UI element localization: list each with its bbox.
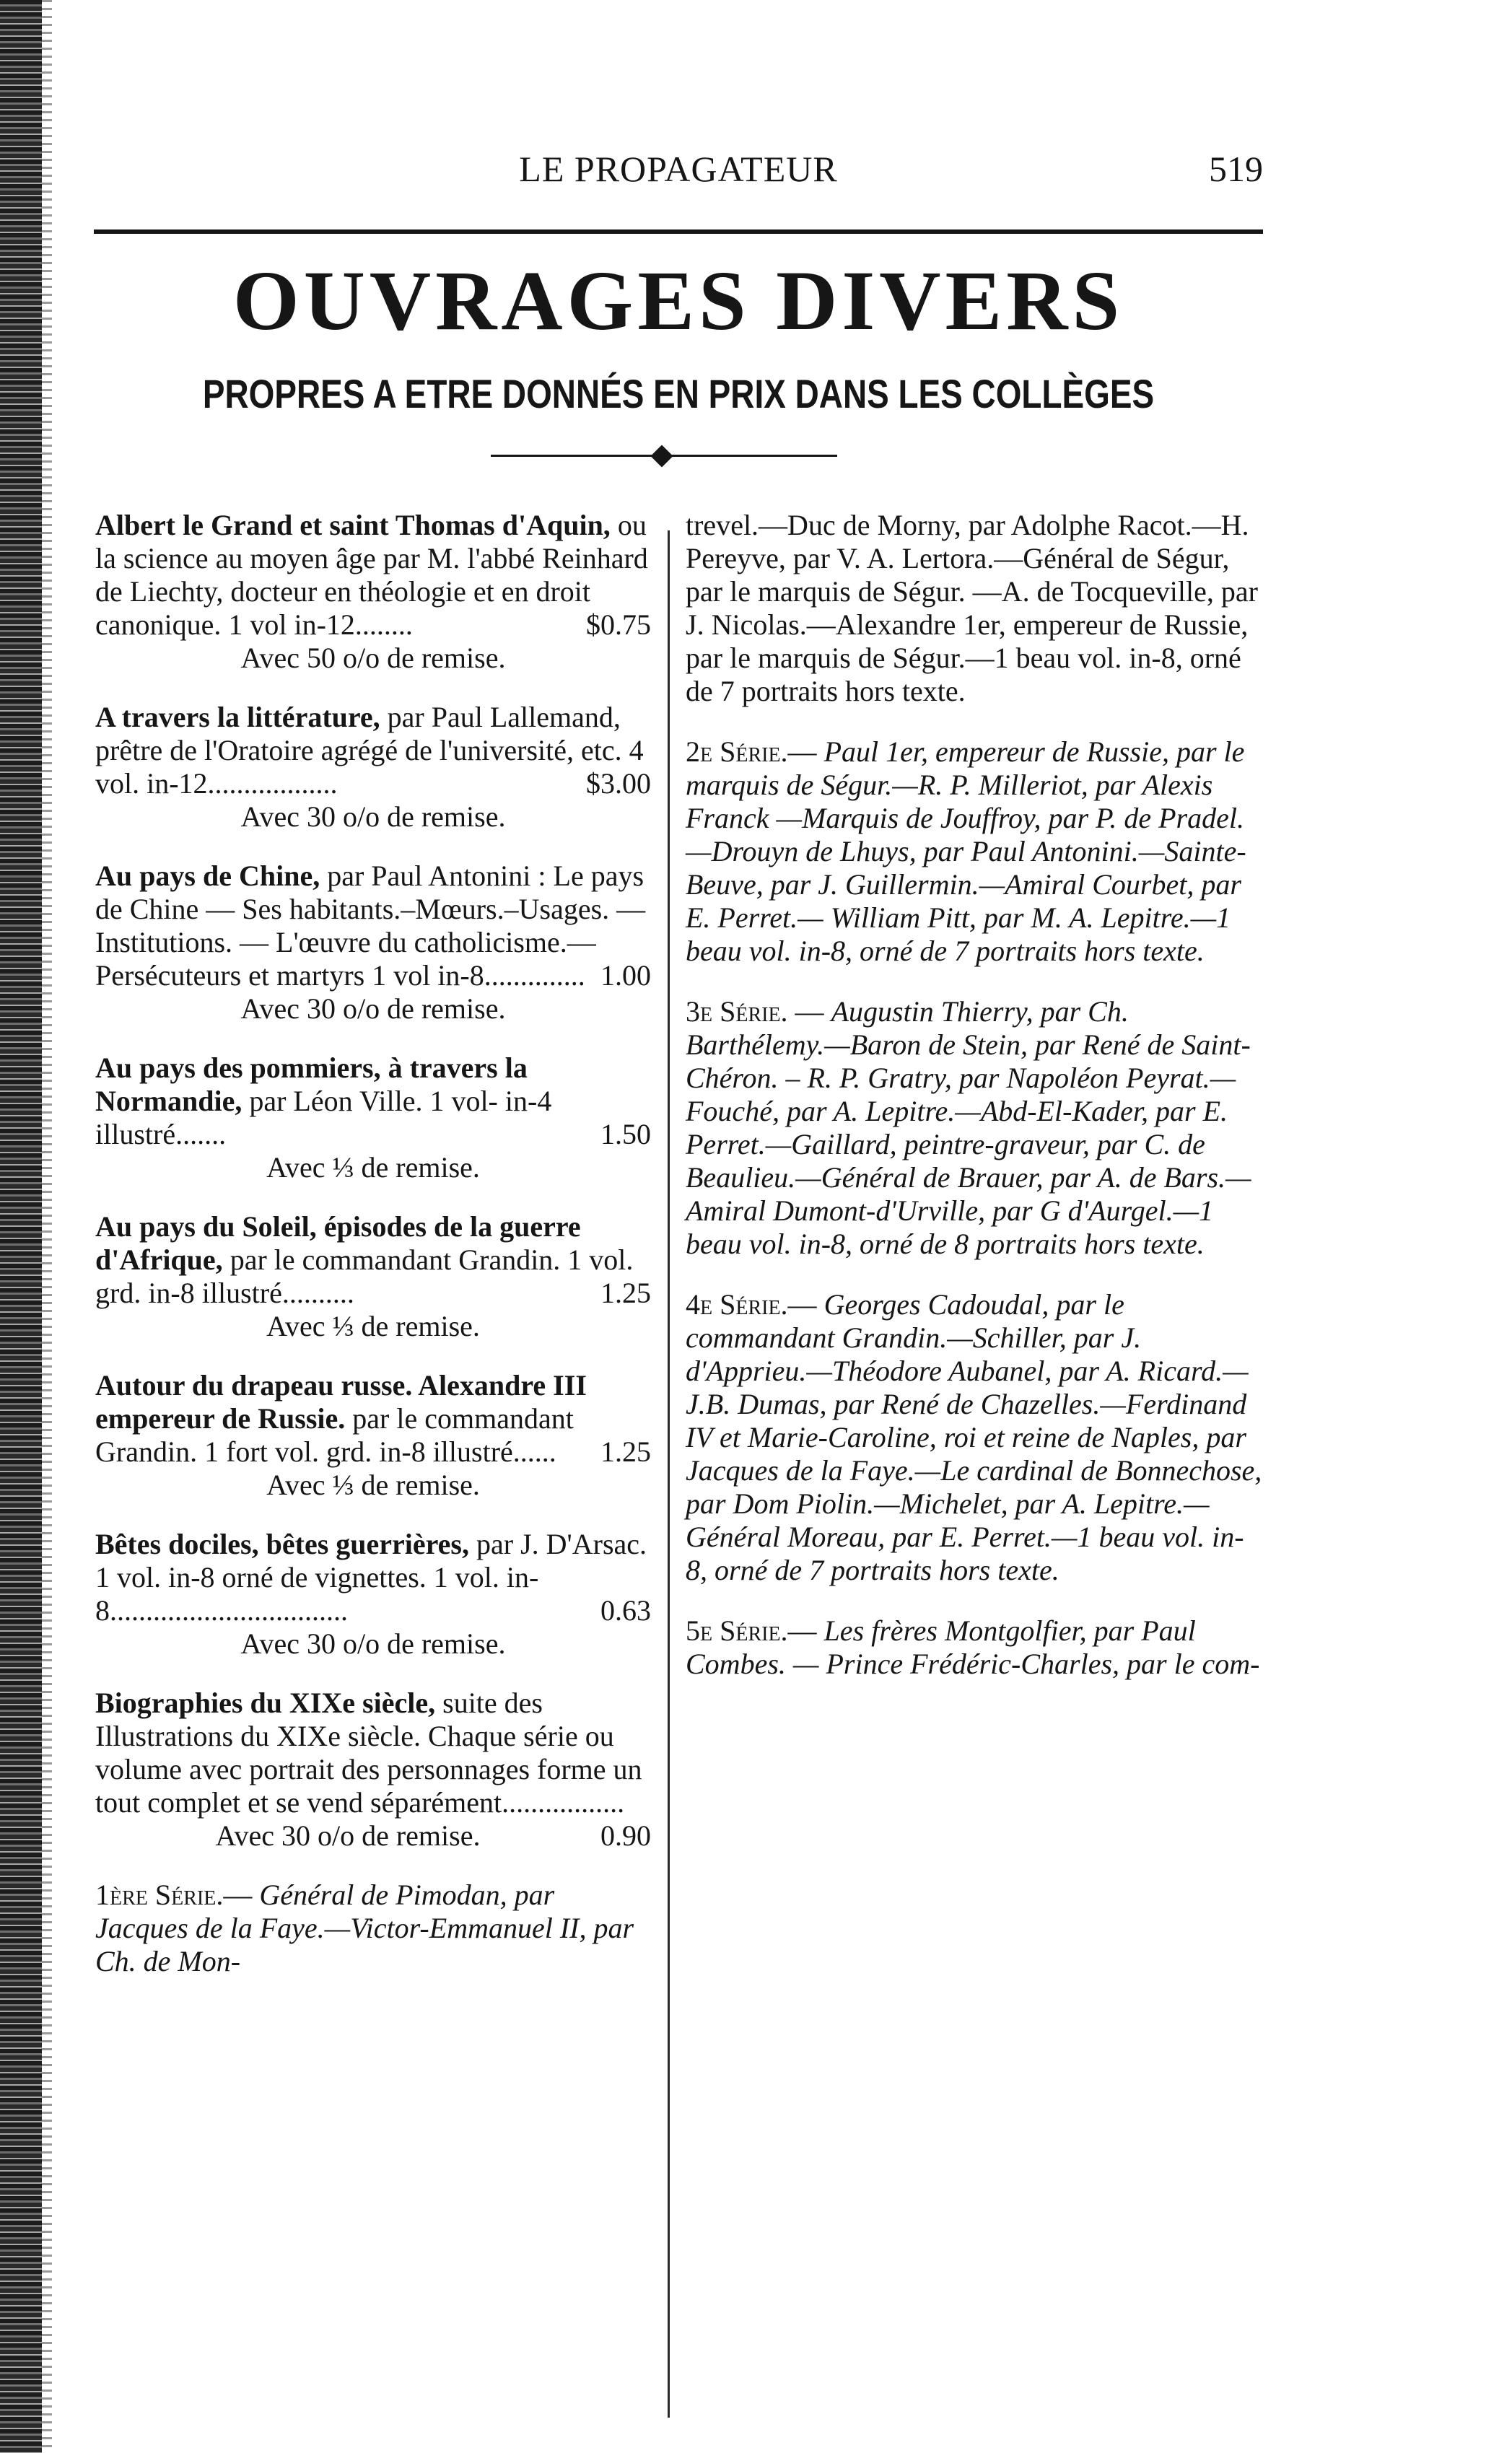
series-text: Paul 1er, empereur de Russie, par le marquis de Ségur.—R. P. Milleriot, par Alexis Franck —Marquis de Jouffroy, par P. de Pradel.—Drouyn de Lhuys, par Paul Antonini.—Sainte-Beuve, par J. Guillermin.—Amiral Courbet, par E. Perret.— William Pitt, par M. A. Lepitre.—1 beau vol. in-8, orné de 7 portraits hors texte. <box>686 735 1246 967</box>
book-spine-shadow <box>42 0 52 2453</box>
entry-discount: Avec 30 o/o de remise. <box>240 800 506 833</box>
series-entry <box>686 1288 1263 1587</box>
entry-price: $3.00 <box>586 767 651 800</box>
series-continuation: trevel.—Duc de Morny, par Adolphe Racot.—H. Pereyve, par V. A. Lertora.—Général de Ségur, par le marquis de Ségur. —A. de Tocqueville, par J. Nicolas.—Alexandre 1er, empereur de Russie, par le marquis de Ségur.—1 beau vol. in-8, orné de 7 portraits hors texte. <box>686 509 1258 707</box>
series-label: 5e Série.— <box>686 1614 817 1647</box>
entry-price: 0.63 <box>600 1594 651 1627</box>
entry-body: par le commandant Grandin. 1 vol. grd. in-8 illustré.......... <box>95 1243 634 1309</box>
series-text: Général de Pimodan, par Jacques de la Faye.—Victor-Emmanuel II, par Ch. de Mon- <box>95 1879 634 1977</box>
series-entry <box>686 735 1263 968</box>
series-label: 1ère Série.— <box>95 1879 253 1911</box>
entry-body: suite des Illustrations du XIXe siècle. Chaque série ou volume avec portrait des personnages forme un tout complet et se vend séparément................. <box>95 1687 642 1819</box>
entry-title: Albert le Grand et saint Thomas d'Aquin, <box>95 509 611 541</box>
page-subtitle: PROPRES A ETRE DONNÉS EN PRIX DANS LES COLLÈGES <box>202 371 1155 416</box>
right-column <box>686 509 1263 1708</box>
entry-body: ou la science au moyen âge par M. l'abbé Reinhard de Liechty, docteur en théologie et en droit canonique. 1 vol in-12........ <box>95 509 648 641</box>
header-rule <box>94 229 1263 234</box>
entry-discount: Avec ⅓ de remise. <box>266 1151 480 1184</box>
entry-price: 1.25 <box>600 1435 651 1468</box>
entry-title: Au pays des pommiers, à travers la Normandie, <box>95 1051 528 1117</box>
book-entry <box>95 1369 651 1502</box>
entry-discount: Avec 50 o/o de remise. <box>240 642 506 674</box>
entry-body: par J. D'Arsac. 1 vol. in-8 orné de vignettes. 1 vol. in-8................................. <box>95 1528 647 1627</box>
entry-title: Biographies du XIXe siècle, <box>95 1687 436 1719</box>
column-divider <box>668 530 670 2418</box>
entry-title: A travers la littérature, <box>95 701 380 733</box>
entry-discount: Avec 30 o/o de remise. <box>215 1819 481 1852</box>
series-label: 3e Série. — <box>686 995 824 1028</box>
entry-price: 1.25 <box>600 1277 651 1309</box>
left-column <box>95 509 651 2006</box>
series-label: 2e Série.— <box>686 735 817 768</box>
entry-price: 0.90 <box>600 1819 651 1852</box>
entry-title: Bêtes dociles, bêtes guerrières, <box>95 1528 469 1560</box>
series-text: Les frères Montgolfier, par Paul Combes. — Prince Frédéric-Charles, par le com- <box>686 1614 1260 1680</box>
entry-body: par Léon Ville. 1 vol- in-4 illustré....... <box>95 1085 552 1150</box>
running-title: LE PROPAGATEUR <box>519 149 838 189</box>
book-entry <box>95 1528 651 1661</box>
series-text: Georges Cadoudal, par le commandant Grandin.—Schiller, par J. d'Apprieu.—Théodore Aubanel, par A. Ricard.—J.B. Dumas, par René de Chazelles.—Ferdinand IV et Marie-Caroline, roi et reine de Naples, par Jacques de la Faye.—Le cardinal de Bonnechose, par Dom Piolin.—Michelet, par A. Lepitre.—Général Moreau, par E. Perret.—1 beau vol. in-8, orné de 7 portraits hors texte. <box>686 1288 1262 1586</box>
book-entry <box>95 1210 651 1343</box>
entry-discount: Avec ⅓ de remise. <box>266 1469 480 1501</box>
entry-price: 1.00 <box>600 959 651 992</box>
entry-discount: Avec ⅓ de remise. <box>266 1310 480 1342</box>
book-entry <box>95 701 651 834</box>
book-entry <box>95 1687 651 1853</box>
running-header <box>94 148 1263 198</box>
book-spine-scan-edge <box>0 0 42 2453</box>
diamond-icon <box>650 445 673 467</box>
ornament-divider <box>491 445 837 467</box>
entry-discount: Avec 30 o/o de remise. <box>240 992 506 1025</box>
entry-title: Au pays de Chine, <box>95 860 320 892</box>
entry-body: par Paul Lallemand, prêtre de l'Oratoire agrégé de l'université, etc. 4 vol. in-12.................. <box>95 701 644 800</box>
series-label: 4e Série.— <box>686 1288 817 1321</box>
entry-price: $0.75 <box>586 608 651 641</box>
page-title: OUVRAGES DIVERS <box>232 253 1124 348</box>
series-entry <box>95 1879 651 1978</box>
book-entry <box>95 1051 651 1184</box>
page-number: 519 <box>1209 149 1263 189</box>
entry-discount: Avec 30 o/o de remise. <box>240 1627 506 1660</box>
series-entry <box>686 1614 1263 1681</box>
book-entry <box>95 509 651 675</box>
entry-title: Autour du drapeau russe. Alexandre III empereur de Russie. <box>95 1369 587 1435</box>
entry-title: Au pays du Soleil, épisodes de la guerre d'Afrique, <box>95 1210 581 1276</box>
entry-body: par le commandant Grandin. 1 fort vol. grd. in-8 illustré...... <box>95 1402 574 1468</box>
series-text: Augustin Thierry, par Ch. Barthélemy.—Baron de Stein, par René de Saint-Chéron. – R. P. Gratry, par Napoléon Peyrat.—Fouché, par A. Lepitre.—Abd-El-Kader, par E. Perret.—Gaillard, peintre-graveur, par C. de Beaulieu.—Général de Brauer, par A. de Bars.—Amiral Dumont-d'Urville, par G d'Aurgel.—1 beau vol. in-8, orné de 8 portraits hors texte. <box>686 995 1251 1260</box>
series-entry <box>686 995 1263 1261</box>
book-entry <box>95 860 651 1026</box>
entry-price: 1.50 <box>600 1118 651 1150</box>
entry-body: par Paul Antonini : Le pays de Chine — Ses habitants.–Mœurs.–Usages. — Institutions. — L'œuvre du catholicisme.—Persécuteurs et martyrs 1 vol in-8.............. <box>95 860 646 992</box>
